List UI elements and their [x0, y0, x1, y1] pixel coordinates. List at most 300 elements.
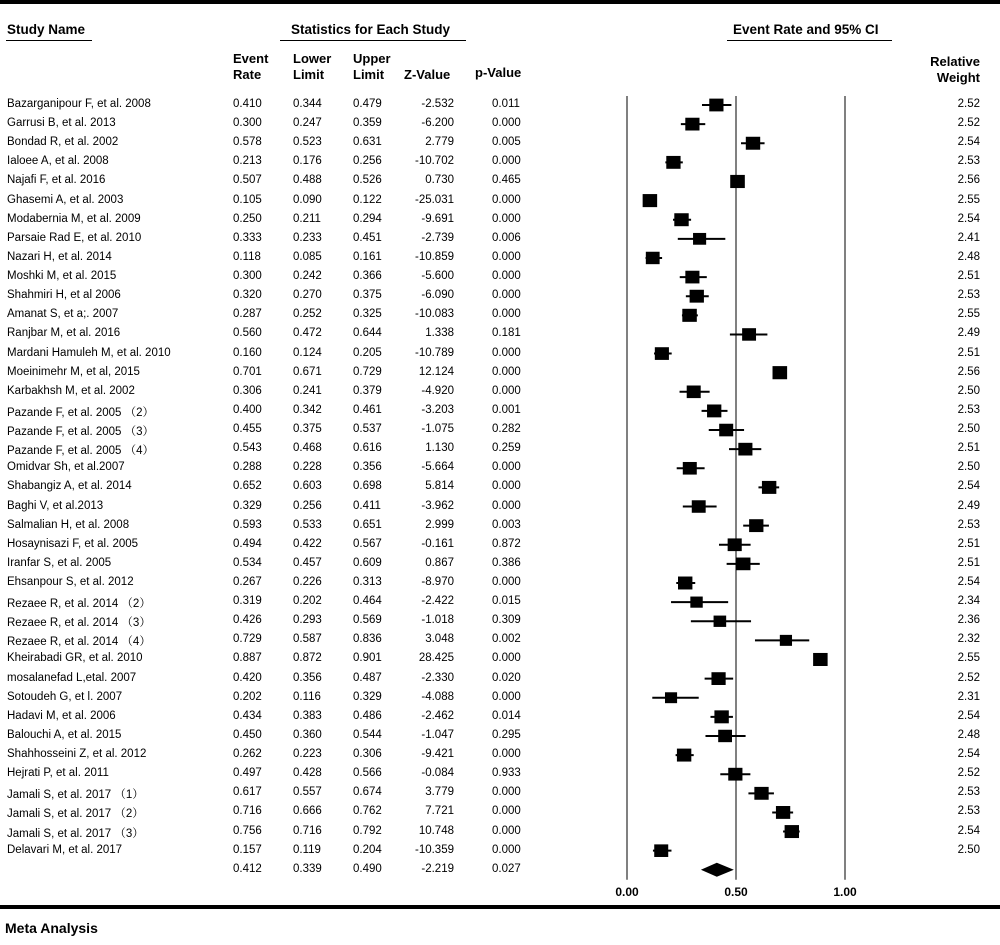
- event-rate-cell: 0.652: [233, 480, 262, 493]
- study-name-cell: Moshki M, et al. 2015: [7, 270, 117, 283]
- study-marker: [719, 424, 733, 437]
- study-name-cell: Parsaie Rad E, et al. 2010: [7, 231, 142, 244]
- z-value-cell: -8.970: [421, 576, 454, 588]
- z-value-cell: -2.422: [421, 595, 454, 608]
- relative-weight-cell: 2.51: [957, 346, 980, 359]
- event-rate-cell: 0.617: [233, 786, 262, 799]
- relative-weight-cell: 2.54: [957, 709, 980, 722]
- lower-limit-cell: 0.375: [293, 423, 322, 436]
- z-value-cell: 5.814: [425, 480, 454, 493]
- upper-limit-cell: 0.205: [353, 346, 382, 359]
- study-name-cell: Karbakhsh M, et al. 2002: [7, 384, 135, 397]
- z-value-cell: -9.421: [421, 748, 454, 761]
- upper-limit-header-line2: Limit: [353, 67, 385, 82]
- study-name-underline: [6, 40, 92, 41]
- event-rate-cell: 0.329: [233, 499, 262, 512]
- z-value-cell: -0.161: [421, 537, 454, 550]
- event-rate-cell: 0.300: [233, 270, 262, 283]
- lower-limit-cell: 0.119: [293, 843, 321, 856]
- study-marker: [674, 213, 688, 226]
- relative-weight-header-line2: Weight: [936, 70, 980, 85]
- z-value-cell: -2.739: [421, 231, 454, 244]
- relative-weight-cell: 2.53: [957, 786, 980, 799]
- z-value-cell: 2.999: [425, 518, 454, 531]
- relative-weight-cell: 2.53: [957, 518, 980, 531]
- p-value-cell: 0.309: [492, 614, 521, 627]
- event-rate-cell: 0.410: [233, 98, 262, 110]
- lower-limit-cell: 0.472: [293, 327, 322, 340]
- study-name-cell: Shabangiz A, et al. 2014: [7, 480, 132, 493]
- study-marker: [773, 366, 788, 379]
- study-marker: [692, 500, 706, 513]
- event-rate-cell: 0.157: [233, 843, 262, 856]
- upper-limit-cell: 0.379: [353, 384, 382, 397]
- study-name-cell: Sotoudeh G, et l. 2007: [7, 690, 123, 703]
- study-marker: [762, 481, 776, 494]
- z-value-cell: -6.090: [421, 289, 454, 302]
- upper-limit-cell: 0.359: [353, 117, 382, 130]
- lower-limit-cell: 0.666: [293, 805, 322, 818]
- study-marker: [738, 443, 752, 456]
- ci-underline: [727, 40, 892, 41]
- study-marker: [785, 825, 799, 838]
- upper-limit-cell: 0.544: [353, 728, 382, 741]
- relative-weight-cell: 2.55: [957, 308, 980, 321]
- z-value-cell: -10.859: [414, 250, 454, 263]
- event-rate-cell: 0.267: [233, 576, 262, 588]
- study-marker: [754, 787, 768, 800]
- relative-weight-cell: 2.56: [957, 365, 980, 378]
- relative-weight-cell: 2.53: [957, 403, 980, 416]
- lower-limit-cell: 0.557: [293, 786, 322, 799]
- upper-limit-header-line1: Upper: [353, 51, 391, 66]
- z-value-cell: -0.084: [421, 767, 454, 780]
- z-value-cell: 10.748: [418, 824, 454, 837]
- upper-limit-cell: 0.487: [353, 671, 382, 684]
- lower-limit-cell: 0.228: [293, 461, 322, 474]
- forest-plot: [580, 90, 890, 902]
- z-value-cell: 0.730: [425, 174, 454, 187]
- upper-limit-cell: 0.313: [353, 576, 382, 588]
- upper-limit-cell: 0.122: [353, 193, 382, 206]
- study-marker: [683, 462, 697, 475]
- lower-limit-cell: 0.211: [293, 212, 321, 225]
- study-name-cell: Moeinimehr M, et al, 2015: [7, 365, 140, 378]
- upper-limit-cell: 0.569: [353, 614, 382, 627]
- lower-limit-cell: 0.603: [293, 480, 322, 493]
- upper-limit-cell: 0.762: [353, 805, 382, 818]
- study-name-cell: Amanat S, et a;. 2007: [7, 308, 119, 321]
- z-value-cell: 1.338: [425, 327, 454, 340]
- lower-limit-cell: 0.872: [293, 652, 322, 665]
- relative-weight-cell: 2.54: [957, 480, 980, 493]
- study-marker: [693, 233, 706, 245]
- study-marker: [685, 271, 699, 284]
- statistics-underline: [280, 40, 466, 41]
- relative-weight-cell: 2.54: [957, 748, 980, 761]
- p-value-cell: 0.003: [492, 518, 521, 531]
- event-rate-cell: 0.319: [233, 595, 262, 608]
- lower-limit-cell: 0.242: [293, 270, 322, 283]
- event-rate-cell: 0.287: [233, 308, 262, 321]
- p-value-cell: 0.000: [492, 805, 521, 818]
- event-rate-cell: 0.306: [233, 384, 262, 397]
- event-rate-cell: 0.455: [233, 423, 262, 436]
- upper-limit-cell: 0.356: [353, 461, 382, 474]
- statistics-header: Statistics for Each Study: [291, 22, 451, 37]
- lower-limit-header: [293, 51, 331, 83]
- event-rate-cell: 0.333: [233, 231, 262, 244]
- relative-weight-cell: 2.52: [957, 117, 980, 130]
- z-value-cell: -3.203: [421, 403, 454, 416]
- z-value-cell: 12.124: [418, 365, 454, 378]
- event-rate-header-line2: Rate: [233, 67, 262, 82]
- relative-weight-cell: 2.55: [957, 652, 980, 665]
- upper-limit-cell: 0.486: [353, 709, 382, 722]
- relative-weight-cell: 2.51: [957, 442, 980, 455]
- relative-weight-cell: 2.51: [957, 556, 980, 569]
- lower-limit-cell: 0.124: [293, 346, 322, 359]
- p-value-cell: 0.295: [492, 728, 521, 741]
- study-name-cell: Mardani Hamuleh M, et al. 2010: [7, 346, 171, 359]
- upper-limit-cell: 0.644: [353, 327, 382, 340]
- event-rate-header: [233, 51, 268, 83]
- lower-limit-cell: 0.293: [293, 614, 322, 627]
- upper-limit-cell: 0.631: [353, 136, 382, 149]
- event-rate-cell: 0.497: [233, 767, 262, 780]
- study-name-cell: Hejrati P, et al. 2011: [7, 767, 109, 780]
- p-value-cell: 0.000: [492, 824, 521, 837]
- x-tick-label: 1.00: [833, 884, 857, 899]
- relative-weight-cell: 2.54: [957, 824, 980, 837]
- upper-limit-cell: 0.567: [353, 537, 382, 550]
- study-name-cell: Jamali S, et al. 2017 （1）: [7, 789, 144, 802]
- study-name-cell: Kheirabadi GR, et al. 2010: [7, 652, 143, 665]
- upper-limit-cell: 0.792: [353, 824, 382, 837]
- p-value-cell: 0.000: [492, 212, 521, 225]
- lower-limit-cell: 0.256: [293, 499, 322, 512]
- p-value-cell: 0.000: [492, 270, 521, 283]
- event-rate-cell: 0.160: [233, 346, 262, 359]
- study-marker: [665, 692, 677, 703]
- p-value-cell: 0.005: [492, 136, 521, 149]
- meta-analysis-label: Meta Analysis: [5, 920, 98, 936]
- p-value-cell: 0.006: [492, 231, 521, 244]
- lower-limit-cell: 0.342: [293, 403, 322, 416]
- p-value-cell: 0.386: [492, 556, 521, 569]
- lower-limit-cell: 0.428: [293, 767, 322, 780]
- study-marker: [728, 768, 742, 781]
- relative-weight-cell: 2.50: [957, 843, 980, 856]
- p-value-cell: 0.000: [492, 346, 521, 359]
- p-value-header: p-Value: [475, 65, 522, 80]
- study-name-cell: Jamali S, et al. 2017 （2）: [7, 808, 144, 821]
- study-name-cell: Ehsanpour S, et al. 2012: [7, 576, 134, 588]
- upper-limit-cell: 0.698: [353, 480, 382, 493]
- study-name-cell: Bazarganipour F, et al. 2008: [7, 98, 151, 110]
- relative-weight-header-line1: Relative: [930, 54, 980, 69]
- upper-limit-cell: 0.537: [353, 423, 382, 436]
- relative-weight-cell: 2.50: [957, 423, 980, 436]
- p-value-cell: 0.282: [492, 423, 521, 436]
- z-value-cell: 3.779: [425, 786, 454, 799]
- event-rate-cell: 0.543: [233, 442, 262, 455]
- study-marker: [780, 635, 792, 646]
- lower-limit-cell: 0.360: [293, 728, 322, 741]
- event-rate-header-line1: Event: [233, 51, 269, 66]
- lower-limit-cell: 0.533: [293, 518, 322, 531]
- summary-z-value-cell: -2.219: [421, 862, 454, 875]
- relative-weight-cell: 2.53: [957, 805, 980, 818]
- event-rate-cell: 0.887: [233, 652, 262, 665]
- summary-upper-limit-cell: 0.490: [353, 862, 382, 875]
- relative-weight-cell: 2.51: [957, 537, 980, 550]
- study-name-cell: Rezaee R, et al. 2014 （4）: [7, 636, 151, 649]
- lower-limit-cell: 0.422: [293, 537, 322, 550]
- study-name-cell: Pazande F, et al. 2005 （3）: [7, 426, 155, 439]
- p-value-cell: 0.014: [492, 709, 521, 722]
- study-name-cell: Shahhosseini Z, et al. 2012: [7, 748, 147, 761]
- study-marker: [714, 710, 728, 723]
- relative-weight-cell: 2.52: [957, 98, 980, 110]
- relative-weight-cell: 2.52: [957, 671, 980, 684]
- upper-limit-cell: 0.609: [353, 556, 382, 569]
- z-value-cell: -25.031: [414, 193, 454, 206]
- upper-limit-cell: 0.411: [353, 499, 381, 512]
- upper-limit-cell: 0.526: [353, 174, 382, 187]
- study-name-cell: Ranjbar M, et al. 2016: [7, 327, 121, 340]
- z-value-cell: -1.075: [421, 423, 454, 436]
- relative-weight-cell: 2.34: [957, 595, 980, 608]
- lower-limit-cell: 0.468: [293, 442, 322, 455]
- upper-limit-cell: 0.451: [353, 231, 382, 244]
- lower-limit-cell: 0.270: [293, 289, 322, 302]
- event-rate-cell: 0.118: [233, 250, 261, 263]
- study-marker: [749, 519, 763, 532]
- z-value-cell: -1.047: [421, 728, 454, 741]
- study-name-cell: Modabernia M, et al. 2009: [7, 212, 141, 225]
- upper-limit-cell: 0.729: [353, 365, 382, 378]
- p-value-cell: 0.000: [492, 576, 521, 588]
- p-value-cell: 0.000: [492, 250, 521, 263]
- p-value-cell: 0.000: [492, 308, 521, 321]
- p-value-cell: 0.000: [492, 155, 521, 168]
- p-value-cell: 0.000: [492, 652, 521, 665]
- relative-weight-cell: 2.54: [957, 136, 980, 149]
- z-value-cell: -4.088: [421, 690, 454, 703]
- study-name-cell: Hadavi M, et al. 2006: [7, 709, 116, 722]
- study-name-cell: Garrusi B, et al. 2013: [7, 117, 116, 130]
- upper-limit-cell: 0.461: [353, 403, 382, 416]
- z-value-cell: -10.083: [414, 308, 454, 321]
- upper-limit-cell: 0.566: [353, 767, 382, 780]
- relative-weight-cell: 2.41: [957, 231, 980, 244]
- lower-limit-cell: 0.488: [293, 174, 322, 187]
- lower-limit-cell: 0.116: [293, 690, 321, 703]
- upper-limit-cell: 0.901: [353, 652, 382, 665]
- event-rate-cell: 0.593: [233, 518, 262, 531]
- study-marker: [730, 175, 745, 188]
- lower-limit-cell: 0.523: [293, 136, 322, 149]
- p-value-cell: 0.465: [492, 174, 521, 187]
- event-rate-cell: 0.701: [233, 365, 262, 378]
- event-rate-cell: 0.560: [233, 327, 262, 340]
- upper-limit-cell: 0.256: [353, 155, 382, 168]
- p-value-cell: 0.000: [492, 480, 521, 493]
- relative-weight-cell: 2.55: [957, 193, 980, 206]
- z-value-cell: 3.048: [425, 633, 454, 646]
- relative-weight-cell: 2.32: [957, 633, 980, 646]
- p-value-cell: 0.000: [492, 843, 521, 856]
- z-value-cell: -3.962: [421, 499, 454, 512]
- upper-limit-cell: 0.674: [353, 786, 382, 799]
- p-value-cell: 0.002: [492, 633, 521, 646]
- p-value-cell: 0.000: [492, 690, 521, 703]
- x-tick-label: 0.00: [615, 884, 639, 899]
- z-value-cell: 28.425: [418, 652, 454, 665]
- upper-limit-cell: 0.375: [353, 289, 382, 302]
- upper-limit-cell: 0.306: [353, 748, 382, 761]
- upper-limit-cell: 0.464: [353, 595, 382, 608]
- z-value-cell: -5.600: [421, 270, 454, 283]
- lower-limit-cell: 0.241: [293, 384, 322, 397]
- study-name-cell: Balouchi A, et al. 2015: [7, 728, 122, 741]
- event-rate-cell: 0.494: [233, 537, 262, 550]
- lower-limit-cell: 0.716: [293, 824, 322, 837]
- lower-limit-cell: 0.223: [293, 748, 322, 761]
- lower-limit-cell: 0.344: [293, 98, 322, 110]
- p-value-cell: 0.181: [492, 327, 521, 340]
- study-name-cell: Bondad R, et al. 2002: [7, 136, 119, 149]
- study-marker: [718, 730, 732, 742]
- lower-limit-cell: 0.252: [293, 308, 322, 321]
- study-marker: [742, 328, 756, 341]
- event-rate-cell: 0.420: [233, 671, 262, 684]
- study-name-cell: Nazari H, et al. 2014: [7, 250, 112, 263]
- study-name-cell: Hosaynisazi F, et al. 2005: [7, 537, 139, 550]
- relative-weight-cell: 2.49: [957, 327, 980, 340]
- relative-weight-cell: 2.49: [957, 499, 980, 512]
- p-value-cell: 0.000: [492, 461, 521, 474]
- summary-lower-limit-cell: 0.339: [293, 862, 322, 875]
- lower-limit-cell: 0.226: [293, 576, 322, 588]
- lower-limit-cell: 0.383: [293, 709, 322, 722]
- z-value-cell: 2.779: [425, 136, 454, 149]
- lower-limit-cell: 0.457: [293, 556, 322, 569]
- relative-weight-cell: 2.53: [957, 289, 980, 302]
- upper-limit-cell: 0.161: [353, 250, 382, 263]
- p-value-cell: 0.933: [492, 767, 521, 780]
- study-marker: [643, 194, 658, 207]
- relative-weight-cell: 2.50: [957, 461, 980, 474]
- z-value-cell: -10.359: [414, 843, 454, 856]
- p-value-cell: 0.001: [492, 403, 521, 416]
- z-value-cell: -2.532: [421, 98, 454, 110]
- study-marker: [714, 616, 727, 627]
- bottom-border: [0, 905, 1000, 909]
- event-rate-cell: 0.300: [233, 117, 262, 130]
- relative-weight-cell: 2.48: [957, 250, 980, 263]
- z-value-cell: 7.721: [425, 805, 454, 818]
- event-rate-cell: 0.250: [233, 212, 262, 225]
- upper-limit-cell: 0.325: [353, 308, 382, 321]
- study-marker: [655, 347, 669, 360]
- study-marker: [736, 558, 750, 571]
- study-name-cell: Ialoee A, et al. 2008: [7, 155, 109, 168]
- study-name-cell: Ghasemi A, et al. 2003: [7, 193, 124, 206]
- study-name-cell: Salmalian H, et al. 2008: [7, 518, 130, 531]
- z-value-cell: -2.462: [421, 709, 454, 722]
- study-marker: [687, 386, 701, 399]
- event-rate-cell: 0.507: [233, 174, 262, 187]
- relative-weight-cell: 2.52: [957, 767, 980, 780]
- study-marker: [707, 404, 721, 417]
- relative-weight-cell: 2.53: [957, 155, 980, 168]
- relative-weight-cell: 2.48: [957, 728, 980, 741]
- top-border: [0, 0, 1000, 4]
- event-rate-cell: 0.320: [233, 289, 262, 302]
- study-marker: [646, 252, 660, 264]
- p-value-cell: 0.872: [492, 537, 521, 550]
- event-rate-cell: 0.450: [233, 728, 262, 741]
- event-rate-cell: 0.202: [233, 690, 262, 703]
- event-rate-cell: 0.756: [233, 824, 262, 837]
- upper-limit-cell: 0.366: [353, 270, 382, 283]
- ci-header: Event Rate and 95% CI: [733, 22, 879, 37]
- event-rate-cell: 0.578: [233, 136, 262, 149]
- upper-limit-cell: 0.329: [353, 690, 382, 703]
- study-marker: [711, 672, 725, 685]
- p-value-cell: 0.000: [492, 117, 521, 130]
- study-marker: [685, 118, 699, 131]
- study-name-cell: Omidvar Sh, et al.2007: [7, 461, 125, 474]
- summary-diamond: [701, 863, 734, 877]
- p-value-cell: 0.000: [492, 289, 521, 302]
- lower-limit-cell: 0.671: [293, 365, 322, 378]
- p-value-cell: 0.000: [492, 499, 521, 512]
- p-value-cell: 0.000: [492, 748, 521, 761]
- z-value-cell: -10.789: [414, 346, 454, 359]
- event-rate-cell: 0.534: [233, 556, 262, 569]
- lower-limit-cell: 0.247: [293, 117, 322, 130]
- upper-limit-cell: 0.616: [353, 442, 382, 455]
- p-value-cell: 0.000: [492, 786, 521, 799]
- study-marker: [746, 137, 760, 150]
- p-value-cell: 0.000: [492, 384, 521, 397]
- event-rate-cell: 0.400: [233, 403, 262, 416]
- lower-limit-cell: 0.356: [293, 671, 322, 684]
- upper-limit-cell: 0.204: [353, 843, 382, 856]
- upper-limit-cell: 0.651: [353, 518, 382, 531]
- relative-weight-cell: 2.54: [957, 576, 980, 588]
- study-marker: [813, 653, 828, 666]
- event-rate-cell: 0.426: [233, 614, 262, 627]
- summary-event-rate-cell: 0.412: [233, 862, 262, 875]
- event-rate-cell: 0.434: [233, 709, 262, 722]
- relative-weight-header: [930, 54, 980, 86]
- event-rate-cell: 0.262: [233, 748, 262, 761]
- lower-limit-cell: 0.085: [293, 250, 322, 263]
- x-tick-label: 0.50: [724, 884, 748, 899]
- study-name-cell: mosalanefad L,etal. 2007: [7, 671, 137, 684]
- study-marker: [678, 577, 692, 590]
- z-value-cell: 1.130: [425, 442, 454, 455]
- study-name-cell: Rezaee R, et al. 2014 （2）: [7, 598, 151, 611]
- study-marker: [654, 844, 668, 857]
- study-name-cell: Jamali S, et al. 2017 （3）: [7, 827, 144, 840]
- upper-limit-cell: 0.294: [353, 212, 382, 225]
- study-name-cell: Pazande F, et al. 2005 （2）: [7, 406, 155, 419]
